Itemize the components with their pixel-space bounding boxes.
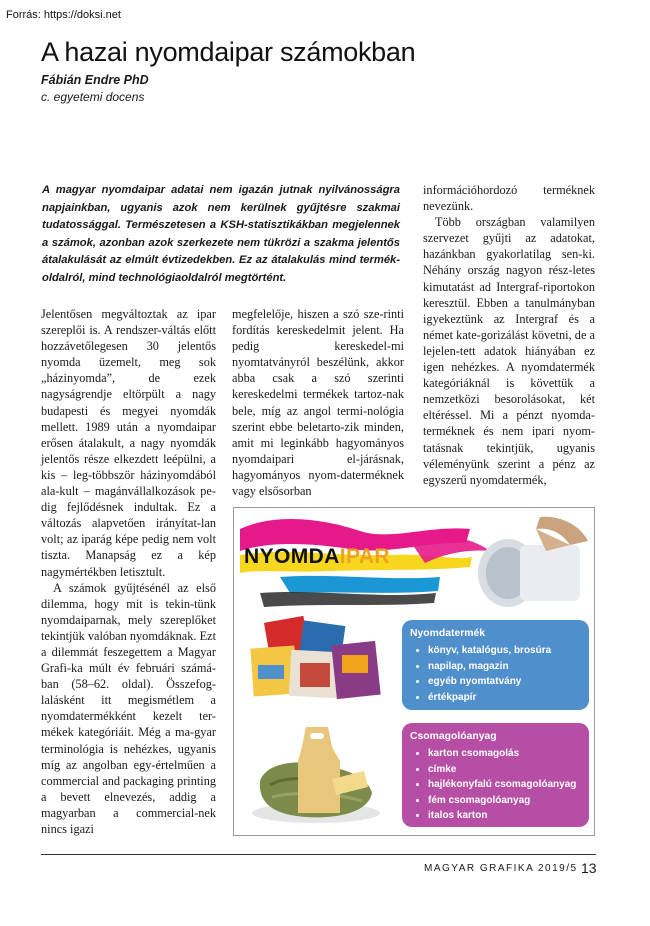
- packaging-title: Csomagolóanyag: [410, 731, 497, 742]
- list-item: • hajlékonyfalú csomagolóanyag: [428, 777, 581, 793]
- author-name: Fábián Endre PhD: [41, 73, 149, 87]
- list-item: • értékpapír: [428, 690, 581, 706]
- paragraph: információhordozó terméknek nevezünk.: [423, 183, 595, 214]
- list-item: • könyv, katalógus, brosúra: [428, 643, 581, 659]
- packaging-photo: [236, 721, 396, 831]
- lead-paragraph: A magyar nyomdaipar adatai nem igazán jutnak nyilvánosságra napjainkban, ugyanis azok nem kerülnek gyűjtésre szakmai tudatossággal. Természetesen a KSH-statisztikákban megjelennek a számok, azonban azok szerkezete nem tükrözi a szakma jelentős átalakulását az elmúlt évtizedekben. Ez az átalakulás mind termék-oldalról, mind technológiaoldalról megtörtént.: [42, 184, 400, 284]
- hero-word-main: NYOMDA: [244, 545, 340, 568]
- source-note: Forrás: https://doksi.net: [6, 9, 121, 21]
- list-item: • karton csomagolás: [428, 746, 581, 762]
- text-column-1: [41, 306, 216, 837]
- hero-word: [244, 545, 390, 569]
- article-title: A hazai nyomdaipar számokban: [41, 37, 416, 67]
- author-role: c. egyetemi docens: [41, 90, 145, 104]
- page-number: 13: [581, 860, 597, 876]
- printing-industry-figure: [233, 507, 595, 836]
- catalogs-photo: [238, 613, 390, 711]
- list-item: • fém csomagolóanyag: [428, 793, 581, 809]
- text-column-3: [423, 182, 595, 488]
- list-item: • italos karton: [428, 808, 581, 824]
- packaging-box: [402, 723, 589, 827]
- journal-name: MAGYAR GRAFIKA 2019/5: [424, 863, 578, 874]
- print-products-box: [402, 620, 589, 710]
- paragraph: Jelentősen megváltoztak az ipar szereplői is. A rendszer-váltás előtt hozzávetőlegesen 30 jelentős nyomda üzemelt, meg sok „házinyomda”, de ezek nagyságrendje eltörpült a nagy budapesti és megyei nyomdák mellett. 1989 után a nyomdaipar erősen átalakult, a nagy nyomdák jelentős része elkezdett leépülni, a kis – leg-többször házinyomdából ala-kult – magánvállalkozások pe-dig fejlődésnek indultak. Ez a változás alapvetően irányítat-lan volt; az iparág képe pedig nem volt tiszta. Manapság ez a kép nagymértékben letisztult.: [41, 307, 216, 579]
- print-products-list: [410, 643, 581, 705]
- packaging-list: [410, 746, 581, 824]
- list-item: • napilap, magazin: [428, 659, 581, 675]
- text-column-2: [232, 306, 404, 499]
- print-products-title: Nyomdatermék: [410, 628, 486, 639]
- paragraph: A számok gyűjtésénél az első dilemma, hogy mit is tekin-tünk nyomdaiparnak, mely szereplőket tekintjük valóban nyomdáknak. Ezt a dilemmát feszegettem a Magyar Grafi-ka múlt év februári számá-ban (58–62. oldal). Összefog-lalásként itt megismétlem a nyomdatermékként kezelt ter-mékek kategóriáit. Még a ma-gyar terminológia is nehézkes, ugyanis míg az angolban egy-értelműen a commercial and packaging printing a bevett elnevezés, addig a magyarban a commercial-nek nincs igazi: [41, 580, 216, 836]
- paragraph: megfelelője, hiszen a szó sze-rinti fordítás kereskedelmit jelent. Ha pedig kereskedel-mi nyomtatványról beszélünk, akkor abba csak a szó szerinti kereskedelmi termékek tartoz-nak bele, míg az angol termi-nológia szerint ebbe beletarto-zik minden, amit mi leginkább hagyományos nyomdaipari el-járásnak, hagyományos nyom-daterméknek vagy elsősorban: [232, 307, 404, 499]
- list-item: • címke: [428, 762, 581, 778]
- footer-divider: [41, 854, 596, 855]
- hero-word-accent: IPAR: [339, 545, 390, 568]
- list-item: • egyéb nyomtatvány: [428, 674, 581, 690]
- paragraph: Több országban valamilyen szervezet gyűjti az adatokat, hazánkban gyakorlatilag sen-ki. Néhány ország nagyon rész-letes kimutatást ad Intergraf-riportokon keresztül. Ebben a tanulmányban igyekeztünk az Intergraf és a német kate-gorizálást követni, de a lejelen-tett adatok hiányában ez igen nehézkes. A nyomdatermék kategóriáknál is követtük a nemzetközi besorolásokat, két eltéréssel. Mi a pénzt nyomda-terméknek és nem ipari nyom-tatásnak tekintjük, ugyanis véleményünk szerint a pénz az egyszerű nyomdatermék,: [423, 215, 595, 487]
